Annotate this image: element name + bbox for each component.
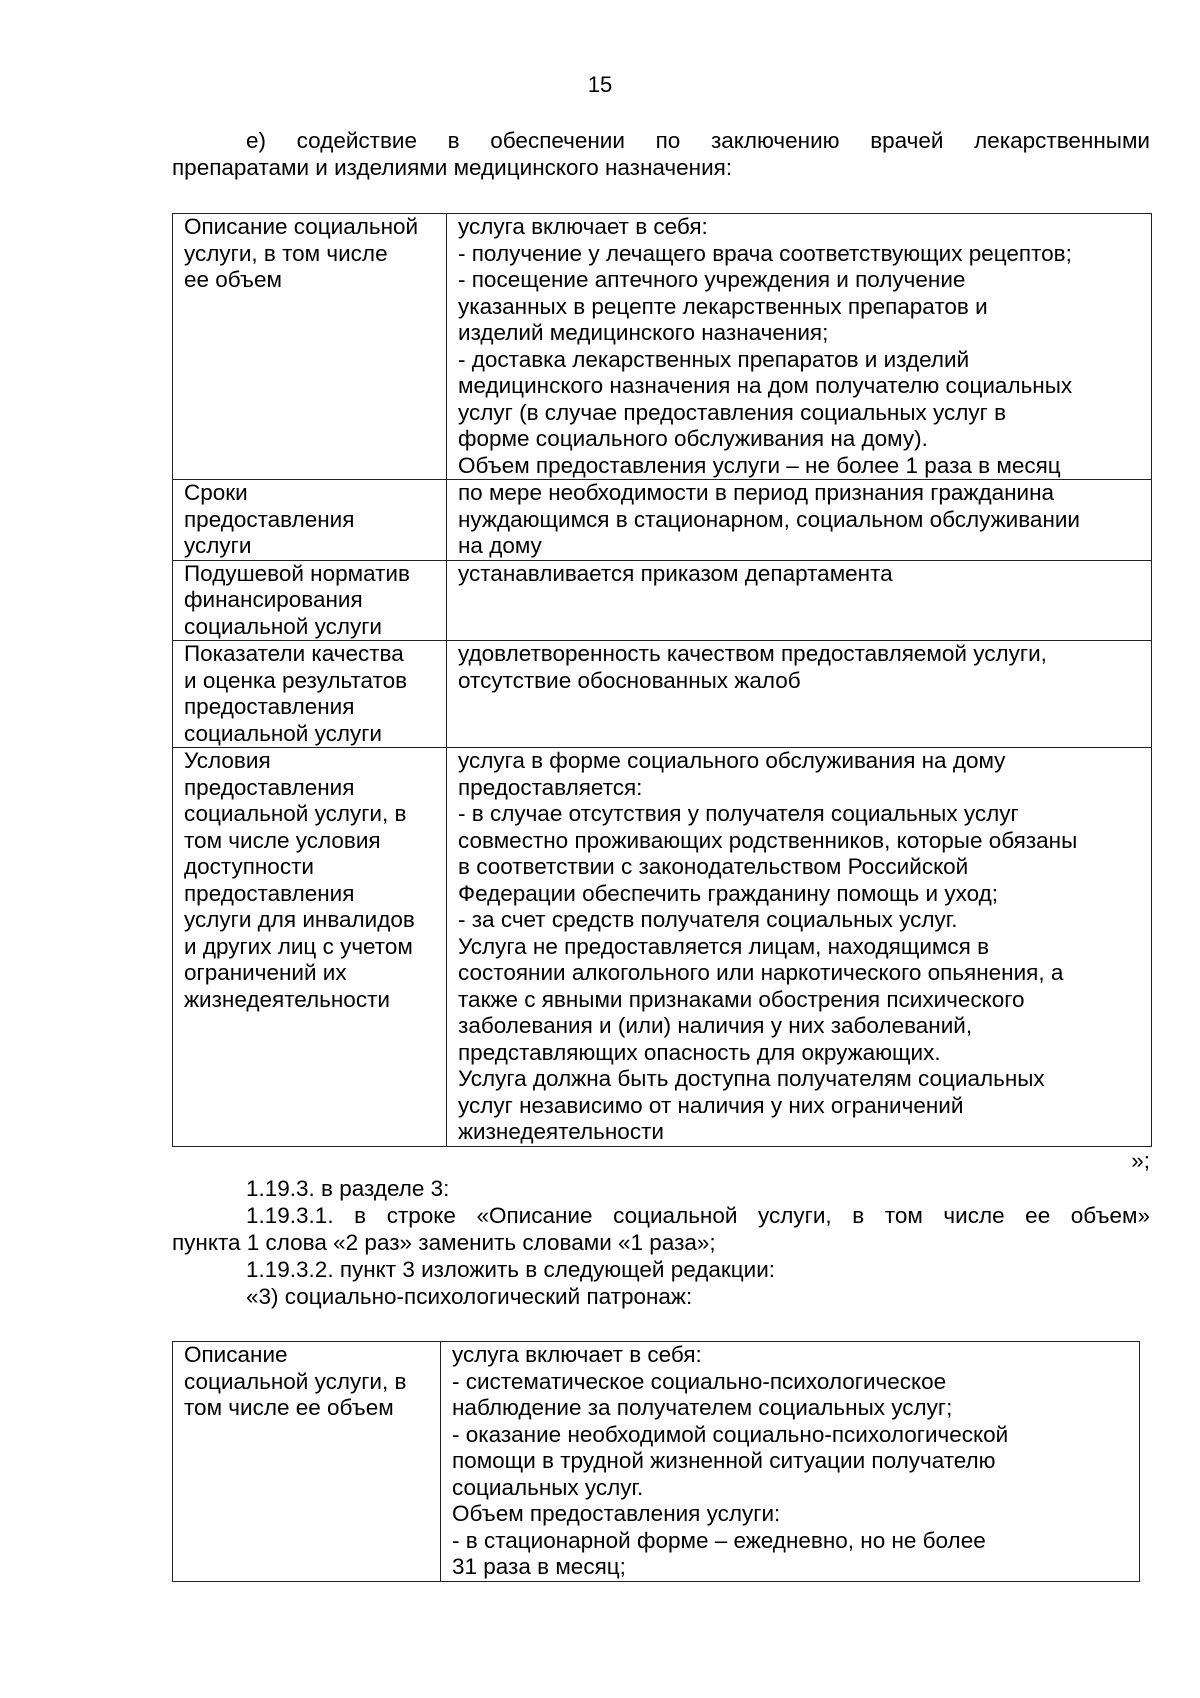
table-row bbox=[173, 480, 1152, 561]
section-heading-patronage: «3) социально-психологический патронаж: bbox=[246, 1284, 693, 1309]
row-value: по мере необходимости в период признания гражданина нуждающимся в стационарном, социальном обслуживании на дому bbox=[447, 480, 1152, 561]
table-row bbox=[173, 748, 1152, 1147]
amendment-1-19-3-1-line-2: пункта 1 слова «2 раз» заменить словами «1 раза»; bbox=[172, 1230, 716, 1255]
row-label: Показатели качества и оценка результатов предоставления социальной услуги bbox=[173, 641, 447, 748]
row-value: услуга включает в себя: - систематическое социально-психологическое наблюдение за получателем социальных услуг; - оказание необходимой социально-психологической помощи в трудной жизненной ситуации получателю социальных услуг. Объем предоставления услуги: - в стационарной форме – ежедневно, но не более 31 раза в месяц; bbox=[441, 1342, 1140, 1582]
row-label: Сроки предоставления услуги bbox=[173, 480, 447, 561]
table-row bbox=[173, 214, 1152, 480]
table-row bbox=[173, 560, 1152, 641]
row-value: услуга включает в себя: - получение у лечащего врача соответствующих рецептов; - посещение аптечного учреждения и получение указанных в рецепте лекарственных препаратов и изделий медицинского назначения; - доставка лекарственных препаратов и изделий медицинского назначения на дом получателю социальных услуг (в случае предоставления социальных услуг в форме социального обслуживания на дому). Объем предоставления услуги – не более 1 раза в месяц bbox=[447, 214, 1152, 480]
intro-line-2: препаратами и изделиями медицинского назначения: bbox=[172, 155, 733, 180]
row-value: удовлетворенность качеством предоставляемой услуги, отсутствие обоснованных жалоб bbox=[447, 641, 1152, 748]
table-row bbox=[173, 641, 1152, 748]
closing-quote: »; bbox=[1131, 1148, 1150, 1173]
row-label: Условия предоставления социальной услуги, в том числе условия доступности предоставления услуги для инвалидов и других лиц с учетом ограничений их жизнедеятельности bbox=[173, 748, 447, 1147]
row-label: Описание социальной услуги, в том числе ее объем bbox=[173, 214, 447, 480]
row-value: устанавливается приказом департамента bbox=[447, 560, 1152, 641]
amendment-1-19-3: 1.19.3. в разделе 3: bbox=[246, 1176, 450, 1201]
service-table-medicines bbox=[172, 213, 1152, 1147]
table-row bbox=[173, 1342, 1140, 1582]
page-number: 15 bbox=[587, 72, 613, 97]
row-value: услуга в форме социального обслуживания на дому предоставляется: - в случае отсутствия у получателя социальных услуг совместно проживающих родственников, которые обязаны в соответствии с законодательством Российской Федерации обеспечить гражданину помощь и уход; - за счет средств получателя социальных услуг. Услуга не предоставляется лицам, находящимся в состоянии алкогольного или наркотического опьянения, а также с явными признаками обострения психического заболевания и (или) наличия у них заболеваний, представляющих опасность для окружающих. Услуга должна быть доступна получателям социальных услуг независимо от наличия у них ограничений жизнедеятельности bbox=[447, 748, 1152, 1147]
amendment-1-19-3-1-line-1: 1.19.3.1. в строке «Описание социальной услуги, в том числе ее объем» bbox=[246, 1203, 1150, 1228]
row-label: Подушевой норматив финансирования социальной услуги bbox=[173, 560, 447, 641]
amendment-1-19-3-2: 1.19.3.2. пункт 3 изложить в следующей редакции: bbox=[246, 1257, 776, 1282]
intro-line-1: е) содействие в обеспечении по заключению врачей лекарственными bbox=[246, 128, 1150, 153]
service-table-patronage bbox=[172, 1341, 1140, 1582]
row-label: Описание социальной услуги, в том числе ее объем bbox=[173, 1342, 441, 1582]
